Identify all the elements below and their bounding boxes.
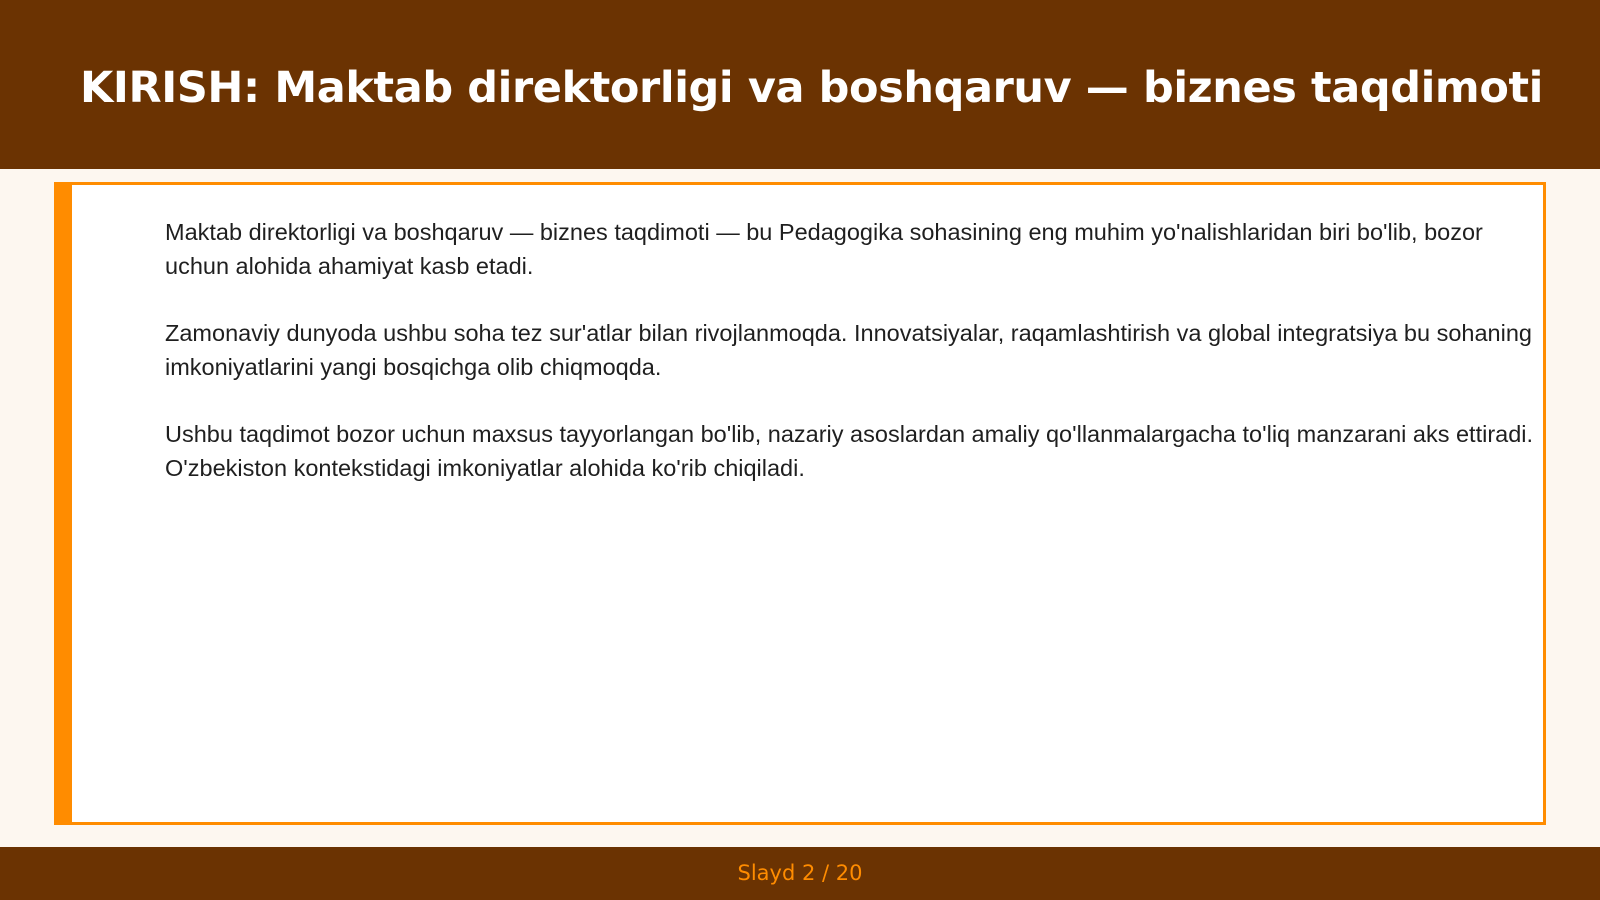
content-text bbox=[165, 215, 1535, 518]
slide-title: KIRISH: Maktab direktorligi va boshqaruv — biznes taqdimoti bbox=[80, 63, 1543, 113]
paragraph-1: Maktab direktorligi va boshqaruv — biznes taqdimoti — bu Pedagogika sohasining eng muhim yo'nalishlaridan biri bo'lib, bozor uchun alohida ahamiyat kasb etadi. bbox=[165, 219, 1483, 279]
slide-number: Slayd 2 / 20 bbox=[737, 861, 863, 885]
slide-header bbox=[0, 0, 1600, 169]
paragraph-2: Zamonaviy dunyoda ushbu soha tez sur'atlar bilan rivojlanmoqda. Innovatsiyalar, raqamlashtirish va global integratsiya bu sohaning imkoniyatlarini yangi bosqichga olib chiqmoqda. bbox=[165, 320, 1532, 380]
paragraph-3: Ushbu taqdimot bozor uchun maxsus tayyorlangan bo'lib, nazariy asoslardan amaliy qo'llanmalargacha to'liq manzarani aks ettiradi. O'zbekiston kontekstidagi imkoniyatlar alohida ko'rib chiqiladi. bbox=[165, 421, 1534, 481]
slide-footer bbox=[0, 847, 1600, 900]
content-box bbox=[54, 182, 1546, 825]
